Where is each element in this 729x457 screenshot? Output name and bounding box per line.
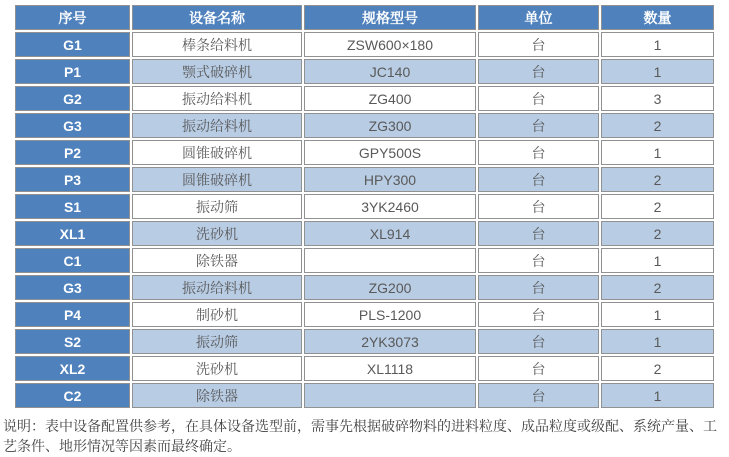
cell: 2 — [601, 113, 714, 138]
cell: 洗砂机 — [132, 356, 302, 381]
note-text: 说明：表中设备配置供参考，在具体设备选型前，需事先根据破碎物料的进料粒度、成品粒度或级配、系统产量、工艺条件、地形情况等因素而最终确定。 — [3, 418, 717, 454]
row-id-cell: XL1 — [15, 221, 130, 246]
table-row — [15, 356, 714, 381]
cell: HPY300 — [304, 167, 476, 192]
row-id-cell: G1 — [15, 32, 130, 57]
row-id-cell: G3 — [15, 113, 130, 138]
cell: JC140 — [304, 59, 476, 84]
table-row — [15, 140, 714, 165]
table-row — [15, 275, 714, 300]
cell: 台 — [478, 140, 599, 165]
table-row — [15, 59, 714, 84]
cell: 3YK2460 — [304, 194, 476, 219]
cell: 台 — [478, 302, 599, 327]
cell: 台 — [478, 167, 599, 192]
cell: 台 — [478, 248, 599, 273]
cell: 1 — [601, 302, 714, 327]
table-row — [15, 221, 714, 246]
column-header: 单位 — [478, 5, 599, 30]
cell: 颚式破碎机 — [132, 59, 302, 84]
cell: 洗砂机 — [132, 221, 302, 246]
cell: 台 — [478, 383, 599, 408]
cell: 除铁器 — [132, 248, 302, 273]
cell — [304, 248, 476, 273]
column-header: 序号 — [15, 5, 130, 30]
table-row — [15, 329, 714, 354]
cell: 台 — [478, 329, 599, 354]
cell: 振动筛 — [132, 194, 302, 219]
table-row — [15, 86, 714, 111]
cell: 1 — [601, 140, 714, 165]
column-header: 规格型号 — [304, 5, 476, 30]
row-id-cell: S2 — [15, 329, 130, 354]
row-id-cell: XL2 — [15, 356, 130, 381]
table-row — [15, 248, 714, 273]
cell: ZSW600×180 — [304, 32, 476, 57]
cell: 制砂机 — [132, 302, 302, 327]
row-id-cell: P1 — [15, 59, 130, 84]
cell: XL914 — [304, 221, 476, 246]
cell: 振动筛 — [132, 329, 302, 354]
table-row — [15, 302, 714, 327]
cell: 2 — [601, 356, 714, 381]
cell: 2 — [601, 275, 714, 300]
cell: GPY500S — [304, 140, 476, 165]
cell: ZG400 — [304, 86, 476, 111]
cell: 1 — [601, 329, 714, 354]
table-row — [15, 194, 714, 219]
cell: 台 — [478, 113, 599, 138]
cell: 振动给料机 — [132, 86, 302, 111]
cell: 1 — [601, 248, 714, 273]
cell: 台 — [478, 59, 599, 84]
row-id-cell: P3 — [15, 167, 130, 192]
cell: 台 — [478, 32, 599, 57]
cell: 3 — [601, 86, 714, 111]
table-row — [15, 167, 714, 192]
cell: 2 — [601, 167, 714, 192]
cell: ZG300 — [304, 113, 476, 138]
row-id-cell: S1 — [15, 194, 130, 219]
table-body — [15, 32, 714, 408]
cell: 台 — [478, 221, 599, 246]
cell: 台 — [478, 86, 599, 111]
cell: 2YK3073 — [304, 329, 476, 354]
cell: 台 — [478, 356, 599, 381]
cell: 2 — [601, 221, 714, 246]
row-id-cell: G3 — [15, 275, 130, 300]
row-id-cell: P4 — [15, 302, 130, 327]
row-id-cell: C2 — [15, 383, 130, 408]
cell: 台 — [478, 275, 599, 300]
row-id-cell: G2 — [15, 86, 130, 111]
cell: 1 — [601, 32, 714, 57]
cell: 圆锥破碎机 — [132, 167, 302, 192]
cell: PLS-1200 — [304, 302, 476, 327]
table-row — [15, 113, 714, 138]
cell: 1 — [601, 383, 714, 408]
column-header: 数量 — [601, 5, 714, 30]
cell: ZG200 — [304, 275, 476, 300]
cell: 除铁器 — [132, 383, 302, 408]
cell: 1 — [601, 59, 714, 84]
header-row — [15, 5, 714, 30]
column-header: 设备名称 — [132, 5, 302, 30]
table-row — [15, 383, 714, 408]
cell: 振动给料机 — [132, 275, 302, 300]
cell: 台 — [478, 194, 599, 219]
cell: 振动给料机 — [132, 113, 302, 138]
cell: XL1118 — [304, 356, 476, 381]
cell: 2 — [601, 194, 714, 219]
table-row — [15, 32, 714, 57]
cell: 圆锥破碎机 — [132, 140, 302, 165]
row-id-cell: P2 — [15, 140, 130, 165]
cell — [304, 383, 476, 408]
cell: 棒条给料机 — [132, 32, 302, 57]
row-id-cell: C1 — [15, 248, 130, 273]
equipment-table — [13, 3, 716, 410]
